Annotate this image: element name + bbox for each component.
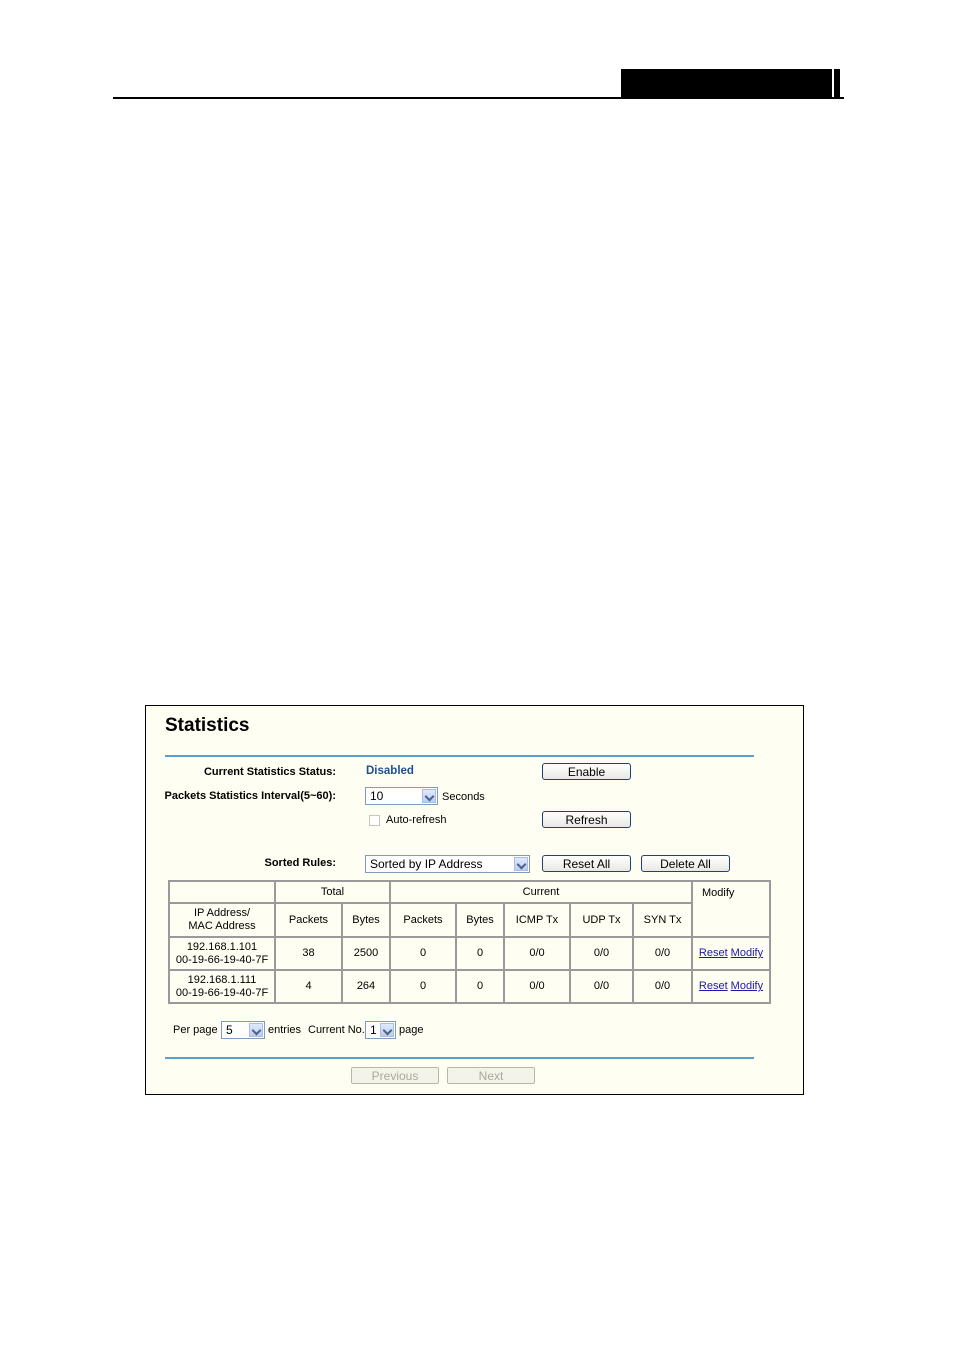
row-icmp-tx: 0/0 (504, 937, 570, 970)
header-current-bytes: Bytes (456, 903, 504, 937)
chevron-down-icon (422, 789, 436, 803)
per-page-select-value: 5 (226, 1023, 233, 1037)
header-syn-tx: SYN Tx (633, 903, 692, 937)
row-syn-tx: 0/0 (633, 937, 692, 970)
auto-refresh-label: Auto-refresh (386, 814, 447, 826)
row-current-packets: 0 (390, 970, 456, 1003)
row-ip: 192.168.1.111 (187, 973, 257, 986)
header-address (169, 903, 275, 937)
row-mac: 00-19-66-19-40-7F (175, 953, 269, 966)
row-packets: 38 (275, 937, 342, 970)
header-packets: Packets (275, 903, 342, 937)
header-current: Current (390, 881, 692, 903)
row-actions (692, 970, 770, 1003)
row-actions (692, 937, 770, 970)
row-ip: 192.168.1.101 (186, 940, 258, 953)
delete-all-button[interactable]: Delete All (641, 855, 730, 872)
interval-select[interactable] (365, 787, 438, 805)
bottom-divider (165, 1057, 754, 1059)
interval-label: Packets Statistics Interval(5~60): (164, 790, 336, 802)
statistics-panel (145, 705, 804, 1095)
row-modify-link[interactable]: Modify (730, 980, 764, 992)
header-bytes: Bytes (342, 903, 390, 937)
sorted-rules-select[interactable] (365, 855, 530, 873)
header-total: Total (275, 881, 390, 903)
entries-label: entries (268, 1024, 302, 1036)
row-udp-tx: 0/0 (570, 937, 633, 970)
header-black-block (621, 69, 832, 99)
row-address (169, 970, 275, 1003)
per-page-select[interactable] (221, 1021, 265, 1039)
auto-refresh-checkbox[interactable] (369, 815, 380, 826)
page-label: page (399, 1024, 424, 1036)
status-label: Current Statistics Status: (203, 766, 336, 778)
header-udp-tx: UDP Tx (570, 903, 633, 937)
row-udp-tx: 0/0 (570, 970, 633, 1003)
row-packets: 4 (275, 970, 342, 1003)
row-bytes: 2500 (342, 937, 390, 970)
header-rule (113, 97, 844, 99)
row-mac: 00-19-66-19-40-7F (175, 986, 269, 999)
row-modify-link[interactable]: Modify (730, 947, 764, 959)
table-header-row-1 (169, 881, 770, 903)
enable-button[interactable]: Enable (542, 763, 631, 780)
table-row (169, 970, 770, 1003)
table-header-row-2 (169, 903, 770, 937)
interval-select-value: 10 (370, 789, 384, 803)
header-icmp-tx: ICMP Tx (504, 903, 570, 937)
current-no-label: Current No. (308, 1024, 365, 1036)
next-button[interactable]: Next (447, 1067, 535, 1084)
row-current-bytes: 0 (456, 937, 504, 970)
per-page-label: Per page (173, 1024, 218, 1036)
header-modify: Modify (692, 881, 770, 937)
chevron-down-icon (249, 1023, 263, 1037)
sorted-rules-label: Sorted Rules: (264, 857, 336, 869)
row-reset-link[interactable]: Reset (698, 947, 728, 959)
status-value: Disabled (366, 765, 414, 777)
top-divider (165, 755, 754, 757)
statistics-table (168, 880, 771, 1004)
chevron-down-icon (380, 1023, 394, 1037)
chevron-down-icon (514, 857, 528, 871)
header-current-packets: Packets (390, 903, 456, 937)
header-address-text: IP Address/ MAC Address (188, 907, 256, 932)
header-blank-cell (169, 881, 275, 903)
row-bytes: 264 (342, 970, 390, 1003)
row-current-packets: 0 (390, 937, 456, 970)
row-icmp-tx: 0/0 (504, 970, 570, 1003)
row-address (169, 937, 275, 970)
row-reset-link[interactable]: Reset (698, 980, 728, 992)
page-title: Statistics (165, 715, 250, 736)
table-row (169, 937, 770, 970)
seconds-label: Seconds (442, 791, 485, 803)
current-page-select-value: 1 (370, 1023, 377, 1037)
reset-all-button[interactable]: Reset All (542, 855, 631, 872)
header-black-bar (834, 69, 840, 99)
row-syn-tx: 0/0 (633, 970, 692, 1003)
previous-button[interactable]: Previous (351, 1067, 439, 1084)
refresh-button[interactable]: Refresh (542, 811, 631, 828)
row-current-bytes: 0 (456, 970, 504, 1003)
sorted-rules-select-value: Sorted by IP Address (370, 857, 483, 871)
current-page-select[interactable] (365, 1021, 396, 1039)
